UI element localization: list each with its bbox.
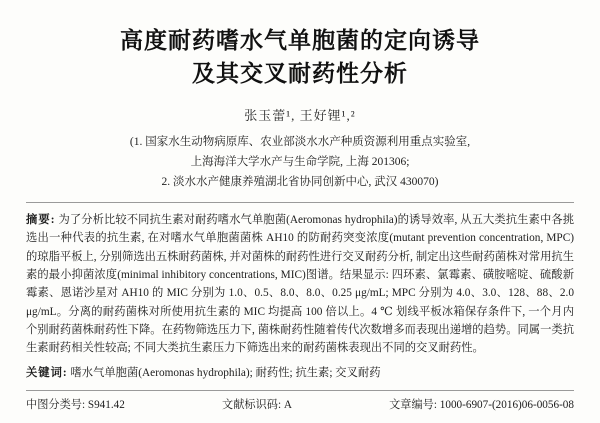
abstract-label: 摘要: [26, 214, 56, 227]
affiliation-line-3: 2. 淡水水产健康养殖湖北省协同创新中心, 武汉 430070) [161, 175, 439, 188]
article-number-value: 1000-6907-(2016)06-0056-08 [439, 398, 574, 411]
clc-value: S941.42 [87, 398, 125, 411]
metadata-footer [26, 396, 574, 412]
clc-number [26, 396, 125, 412]
divider-bottom [26, 390, 574, 391]
keywords-label: 关键词: [26, 367, 68, 380]
page-title [26, 24, 574, 91]
document-code-value: A [283, 398, 292, 411]
article-number-label: 文章编号: [389, 398, 437, 411]
affiliation-block [26, 132, 574, 192]
document-code [222, 396, 292, 412]
article-number [389, 396, 574, 412]
author-list: 张玉蕾¹, 王好锂¹,² [244, 107, 356, 123]
title-line-2: 及其交叉耐药性分析 [192, 61, 408, 87]
affiliation-line-1: (1. 国家水生动物病原库、农业部淡水水产种质资源利用重点实验室, [129, 135, 471, 148]
title-line-1: 高度耐药嗜水气单胞菌的定向诱导 [120, 28, 480, 53]
affiliation-line-2: 上海海洋大学水产与生命学院, 上海 201306; [190, 155, 410, 168]
document-code-label: 文献标识码: [222, 398, 282, 411]
keywords-text: 嗜水气单胞菌(Aeromonas hydrophila); 耐药性; 抗生素; 交叉耐药 [70, 367, 381, 380]
abstract-text: 为了分析比较不同抗生素对耐药嗜水气单胞菌(Aeromonas hydrophila)的诱导效率, 从五大类抗生素中各挑选出一种代表的抗生素, 在对嗜水气单胞菌菌株 AH10 的防耐药突变浓度(mutant prevention concentration, MPC)的琼脂平板上, 分别筛选出五株耐药菌株, 并对菌株的耐药性进行交叉耐药分析, 制定出这些耐药菌株对常用抗生素的最小抑菌浓度(minimal inhibitory concentrations, MIC)图谱。结果显示: 四环素、氯霉素、磺胺嘧啶、硫酸新霉素、恩诺沙星对 AH10 的 MIC 分别为 1.0、0.5、8.0、8.0、0.25 μg/mL; MPC 分别为 4.0、3.0、128、88、2.0 μg/mL。分离的耐药菌株对所使用抗生素的 MIC 均提高 100 倍以上。4 ℃ 划线平板冰箱保存条件下, 一个月内个别耐药菌株耐药性下降。在药物筛选压力下, 菌株耐药性随着传代次数增多而表现出递增的趋势。同属一类抗生素耐药相关性较高; 不同大类抗生素压力下筛选出来的耐药菌株表现出不同的交叉耐药性。 [26, 214, 575, 355]
divider-top [26, 202, 574, 203]
keywords-section [26, 364, 574, 382]
abstract-section [26, 211, 574, 357]
clc-label: 中图分类号: [26, 398, 86, 411]
